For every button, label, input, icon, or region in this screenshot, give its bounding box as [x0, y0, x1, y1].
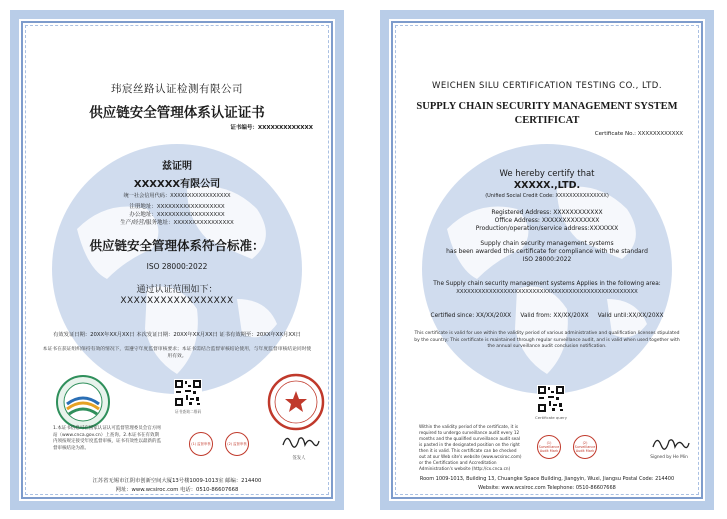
production-address: Production/operation/service address:XXXXXXX: [475, 225, 619, 232]
hereby-heading: We hereby certify that: [499, 169, 595, 179]
issuer-name: WEICHEN SILU CERTIFICATION TESTING CO., LTD.: [431, 81, 663, 91]
footer-contact: Website: www.wcsiroc.com Telephone: 0510-86607668: [478, 485, 616, 491]
office-address: 办公地址：XXXXXXXXXXXXXXXXXX: [129, 212, 225, 218]
signature-icon: [281, 431, 321, 451]
scope-value: XXXXXXXXXXXXXXXXXXXXXXXXXXXXXXXXXXXXXXXXXXXXXXXXXX: [456, 289, 638, 295]
qr-caption: 证书查询二维码: [174, 409, 202, 414]
company-name: XXXXX.,LTD.: [513, 180, 581, 191]
signer-caption: 签发人: [292, 456, 306, 461]
surveillance-seal-1: (1) Surveillance Audit Mark: [537, 435, 561, 459]
valid-from: Valid from: XX/XX/20XX: [520, 313, 589, 319]
scope-label: 通过认证范围如下：: [136, 285, 218, 295]
hereby-heading: 兹证明: [162, 161, 192, 172]
certificate-title: 供应链安全管理体系认证证书: [89, 105, 265, 121]
production-address: 生产/经营/服务地址：XXXXXXXXXXXXXXXX: [120, 220, 234, 226]
certificate-title-line2: CERTIFICAT: [514, 115, 580, 126]
cert-no-label: 证书编号：: [230, 125, 258, 131]
signature-icon: [651, 433, 691, 453]
cert-no-value: XXXXXXXXXXXXX: [257, 125, 313, 131]
valid-until: Valid until:XX/XX/20XX: [597, 313, 664, 319]
standard-line-1: Supply chain security management systems: [480, 240, 614, 247]
scope-value: XXXXXXXXXXXXXXXXX: [120, 296, 234, 306]
credit-code-value: XXXXXXXXXXXXXXXXX: [170, 193, 231, 199]
red-seal-stamp-icon: [267, 373, 325, 431]
credit-code: (Unified Social Credit Code: XXXXXXXXXXXXXXX): [485, 193, 609, 199]
signer-caption: Signed by He Min: [650, 455, 688, 460]
registered-address: 注册地址：XXXXXXXXXXXXXXXXXX: [129, 204, 225, 210]
certificate-english: [380, 10, 714, 510]
certificate-notes: 1.本证书信息可在国家认证认可监督管理委员会官方网站（www.cnca.gov.cn）上查询。2.本证书在有效期内须按规定接受年度监督审核，证书有效性以最新的监督审核结论为准。: [53, 426, 161, 451]
standard-code: ISO 28000:2022: [146, 262, 208, 271]
issuer-name: 玮宸丝路认证检测有限公司: [111, 83, 243, 95]
surveillance-seal-2: (2) Surveillance Audit Mark: [573, 435, 597, 459]
qr-code-icon[interactable]: [537, 385, 565, 413]
certified-since: Certified since: XX/XX/20XX: [430, 313, 512, 319]
validity-statement: This certificate is valid for use within the validity period of various administrative and qualification licenses stipulated by the country; This certificate is maintained through regular surveillance audit, and is valid when used together with the annual surveillance audit conclusion notification.: [414, 331, 680, 349]
office-address: Office Address: XXXXXXXXXXXXXX: [494, 217, 600, 224]
validity-statement: 本证书在获证组织保持有效的情况下，需遵守年度监督审核要求；本证书需结合监督审核结论使用，与年度监督审核结论同时使用有效。: [42, 347, 312, 359]
footer-address: Room 1009-1013, Building 13, Chuangke Space Building, Jiangyin, Wuxi, Jiangsu Postal Code: 214400: [419, 476, 675, 482]
company-name: XXXXXX有限公司: [133, 179, 221, 190]
certificate-number: [230, 123, 313, 131]
credit-code-label: 统一社会信用代码：: [123, 193, 171, 199]
validity-dates: [407, 313, 687, 319]
standard-statement: 供应链安全管理体系符合标准：: [89, 238, 265, 253]
certificate-chinese: [10, 10, 344, 510]
qr-code-icon[interactable]: [174, 379, 202, 407]
qr-caption: Certificate query: [535, 415, 567, 420]
footer-address: 江苏省无锡市江阴市创新空间大厦13号楼1009-1013室 邮编：214400: [92, 478, 262, 484]
surveillance-seal-2: (2) 监督审核: [225, 432, 249, 456]
registered-address: Registered Address: XXXXXXXXXXXX: [491, 209, 603, 216]
credit-code: [19, 192, 335, 199]
standard-line-2: has been awarded this certificate for compliance with the standard: [446, 248, 648, 255]
standard-code: ISO 28000:2022: [522, 256, 572, 263]
certificate-notes: Within the validity period of the certificate, it is required to undergo surveillance audit every 12 months and the qualified surveillance audit seal is pasted in the designated position on the right then it is valid. This certificate can be checked out at our Web site's website (www.wcsiroc.com) or the Certification and Accreditation Administration's website (http://cx.cnca.cn): [419, 424, 522, 471]
certificate-title-line1: SUPPLY CHAIN SECURITY MANAGEMENT SYSTEM: [416, 101, 678, 112]
scope-line: The Supply chain security management systems Applies in the following area:: [433, 281, 661, 287]
surveillance-seal-1: (1) 监督审核: [189, 432, 213, 456]
validity-dates: 有效发证日期：20XX年XX月XX日 本次发证日期：20XX年XX月XX日 证书有效期至：20XX年XX月XX日: [53, 332, 301, 338]
certificate-number: Certificate No.: XXXXXXXXXXXX: [594, 131, 683, 137]
certification-logo-icon: [55, 374, 111, 430]
footer-contact: 网址：www.wcsiroc.com 电话：0510-86607668: [115, 487, 239, 493]
